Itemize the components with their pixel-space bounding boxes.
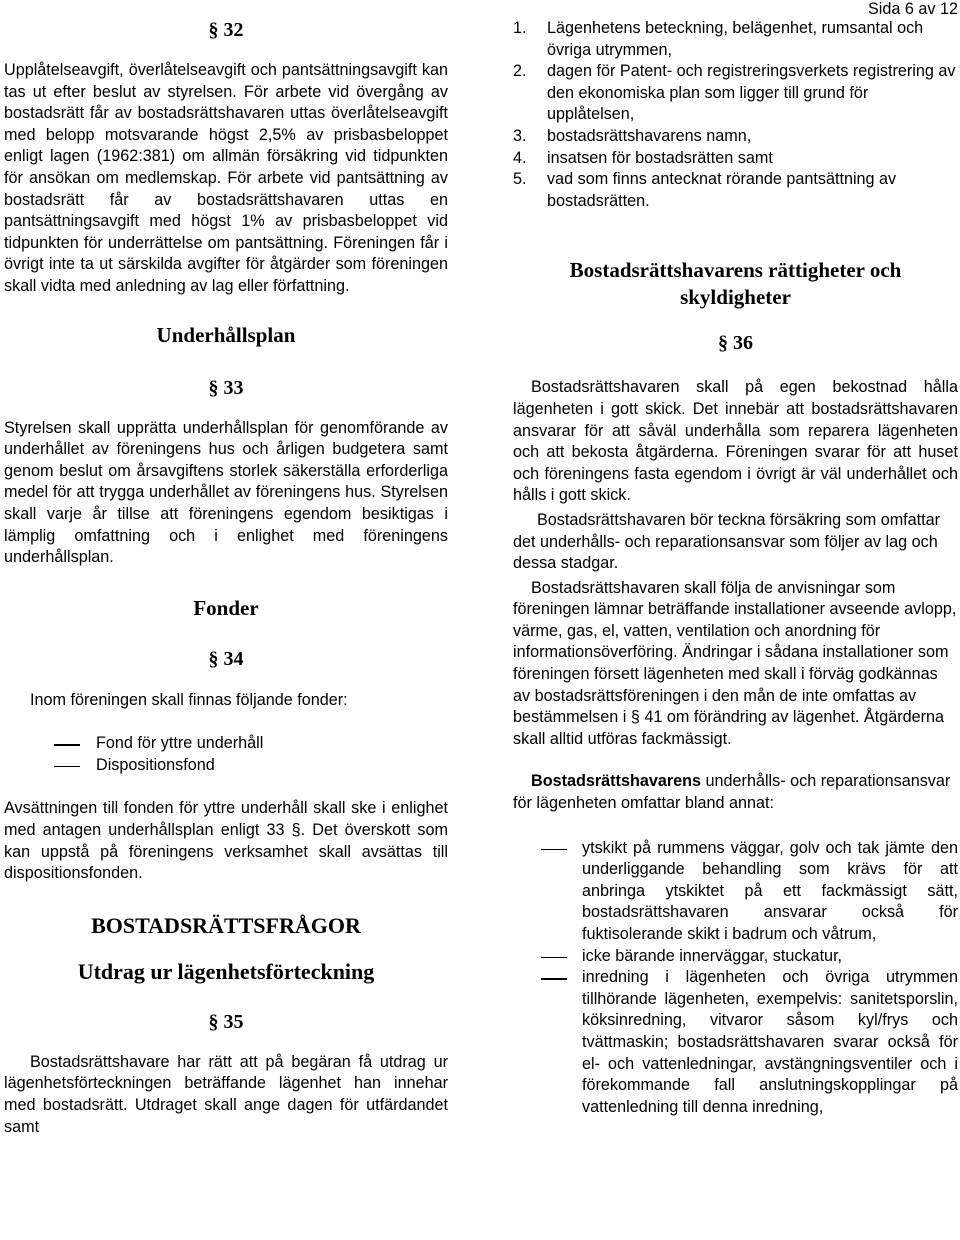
dash-bullet [541,957,567,959]
list-item [513,126,958,148]
list-item [513,148,958,170]
fund-label: Fond för yttre underhåll [96,734,264,753]
list-item [513,946,958,968]
fund-item [4,755,448,777]
heading-rattigheter: Bostadsrättshavarens rättigheter och skyldigheter [569,258,902,310]
section-36-number: § 36 [718,332,753,355]
section-36-text-c: Bostadsrättshavaren skall följa de anvisningar som föreningen lämnar beträffande installationer avseende avlopp, värme, gas, el, vatten, ventilation och anordning för informationsöverföring. Ändringar i sådana installationer som föreningen försett lägenheten med skall i förväg godkännas av bostadsrättsföreningen i den mån de inte omfattas av bestämmelsen i § 41 om förändring av lägenhet. Åtgärderna skall alltid utföras fackmässigt. [513,578,957,748]
fund-item [4,733,448,755]
list-text: ytskikt på rummens väggar, golv och tak jämte den underliggande behandling som krävs för att anbringa ytskiktet på ett fackmässigt sätt, bostadsrättshavaren ansvarar också för fuktisolerande skikt i badrum och våtrum, [582,838,958,943]
dash-bullet [541,978,567,980]
fund-label: Dispositionsfond [96,755,215,774]
list-text: inredning i lägenheten och övriga utrymmen tillhörande lägenheten, exempelvis: sanitetsporslin, köksinredning, vitvaror såsom kyl/frys och tvättmaskin; bostadsrättshavaren svarar också för el- och vattenledningar, avstängningsventiler och i förekommande fall anslutningskopplingar på vattenledning till denna inredning, [582,968,958,1116]
list-number: 5. [513,170,527,189]
list-item [513,18,958,61]
heading-underhallsplan: Underhållsplan [156,322,296,347]
list-text: bostadsrättshavarens namn, [547,126,752,145]
heading-utdrag: Utdrag ur lägenhetsförteckning [77,958,375,984]
bold-term: Bostadsrättshavarens [531,772,702,791]
section-33-number: § 33 [208,376,244,399]
page-number: Sida 6 av 12 [868,0,958,18]
right-column [513,0,958,1118]
list-number: 4. [513,148,527,167]
list-number: 2. [513,62,527,81]
list-item [513,967,958,1118]
list-text: dagen för Patent- och registreringsverkets registrering av den ekonomiska plan som ligger till grund för upplåtelsen, [547,62,956,124]
section-36-text-b: Bostadsrättshavaren bör teckna försäkring som omfattar det underhålls- och reparationsansvar som följer av lag och dessa stadgar. [513,510,941,573]
list-number: 1. [513,19,527,37]
list-item [513,838,958,946]
list-text: icke bärande innerväggar, stuckatur, [582,946,843,965]
section-36-text-a: Bostadsrättshavaren skall på egen bekostnad hålla lägenheten i gott skick. Det innebär att bostadsrättshavaren ansvarar för att såväl underhålla som reparera lägenheten och att bekosta åtgärderna. Föreningen svarar för att huset och föreningens fasta egendom i övrigt är väl underhållet och hålls i gott skick. [513,378,958,505]
dash-bullet [54,744,80,746]
list-item [513,61,958,126]
section-34-text: Avsättningen till fonden för yttre underhåll skall ske i enlighet med antagen underhållsplan enligt 33 §. Det överskott som kan uppstå på föreningens verksamhet skall avsättas till dispositionsfonden. [4,799,448,883]
section-36-text-d-rest: underhålls- och reparationsansvar för lägenheten omfattar bland annat: [513,772,951,813]
list-text: insatsen för bostadsrätten samt [547,148,773,167]
dash-bullet [54,766,80,768]
section-32-number: § 32 [208,19,244,41]
section-32-text: Upplåtelseavgift, överlåtelseavgift och pantsättningsavgift kan tas ut efter beslut av styrelsen. För arbete vid övergång av bostadsrätt får av bostadsrättshavaren uttas överlåtelseavgift med belopp motsvarande högst 2,5% av prisbasbeloppet enligt lagen (1962:381) om allmän försäkring vid tidpunkten för ansökan om medlemskap. För arbete vid pantsättning av bostadsrätt får av bostadsrättshavaren uttas en pantsättningsavgift med högst 1% av prisbasbeloppet vid tidpunkten för underrättelse om pantsättning. Föreningen får i övrigt inte ta ut särskilda avgifter för åtgärder som föreningen skall vidta med anledning av lag eller författning. [4,61,448,295]
section-34-number: § 34 [208,647,244,670]
dash-bullet [541,849,567,851]
list-item [513,169,958,212]
section-36-text-d [513,771,958,814]
section-33-text: Styrelsen skall upprätta underhållsplan för genomförande av underhållet av föreningens hus och årligen budgetera samt genom beslut om årsavgiftens storlek säkerställa erforderliga medel för att trygga underhållet av föreningens hus. Styrelsen skall varje år tillse att föreningens egendom besiktigas i lämplig omfattning och i enlighet med föreningens underhållsplan. [4,418,448,567]
list-text: vad som finns antecknat rörande pantsättning av bostadsrätten. [547,170,897,210]
heading-bostadsrattsfragor: BOSTADSRÄTTSFRÅGOR [91,912,361,938]
extract-contents-list [513,18,958,212]
section-35-text: Bostadsrättshavare har rätt att på begäran få utdrag ur lägenhetsförteckningen beträffande lägenhet han innehar med bostadsrätt. Utdraget skall ange dagen för utfärdandet samt [4,1052,448,1136]
section-34-intro: Inom föreningen skall finnas följande fonder: [30,690,348,709]
maintenance-items-list [513,838,958,1119]
left-column [4,0,448,1138]
heading-fonder: Fonder [193,595,259,620]
list-number: 3. [513,126,527,145]
section-35-number: § 35 [208,1010,244,1033]
list-text: Lägenhetens beteckning, belägenhet, rumsantal och övriga utrymmen, [547,19,924,59]
